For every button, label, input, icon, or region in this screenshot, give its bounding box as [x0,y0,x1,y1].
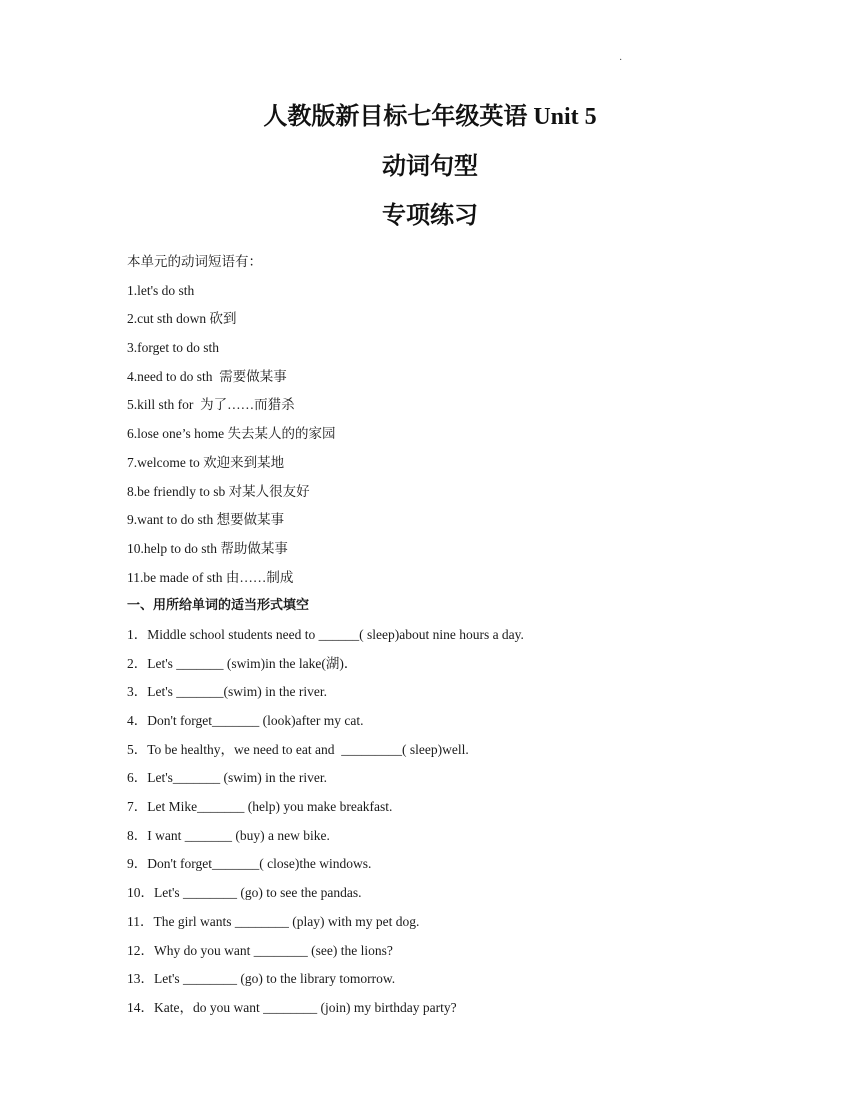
question-item: 7．Let Mike_______ (help) you make breakfast. [127,799,393,815]
question-item: 12．Why do you want ________ (see) the lions? [127,942,393,958]
phrase-item: 6.lose one’s home 失去某人的的家园 [127,426,336,442]
phrase-item: 3.forget to do sth [127,340,219,356]
phrase-list [127,277,827,593]
question-item: 10．Let's ________ (go) to see the pandas. [127,885,362,901]
question-item: 1．Middle school students need to ______( sleep)about nine hours a day. [127,626,524,642]
phrase-item: 5.kill sth for 为了……而猎杀 [127,397,295,413]
question-item: 11．The girl wants ________ (play) with my pet dog. [127,913,420,929]
question-item: 8．I want _______ (buy) a new bike. [127,827,330,843]
phrase-item: 1.let's do sth [127,282,195,298]
question-item: 4．Don't forget_______ (look)after my cat. [127,713,364,728]
question-item: 9．Don't forget_______( close)the windows. [127,856,372,872]
phrase-item: 8.be friendly to sb 对某人很友好 [127,483,310,499]
phrase-item: 7.welcome to 欢迎来到某地 [127,454,285,470]
phrase-item: 10.help to do sth 帮助做某事 [127,540,288,556]
page-title: 人教版新目标七年级英语 Unit 5 [263,104,597,130]
question-item: 13．Let's ________ (go) to the library tomorrow. [127,971,396,987]
page-subtitle: 动词句型 [382,154,478,180]
section-heading: 一、用所给单词的适当形式填空 [127,598,310,614]
phrase-item: 11.be made of sth 由……制成 [127,569,294,585]
phrase-item: 9.want to do sth 想要做某事 [127,512,285,528]
document-body [127,248,827,1023]
question-item: 14．Kate，do you want ________ (join) my birthday party? [127,999,457,1015]
question-item: 6．Let's_______ (swim) in the river. [127,770,328,786]
question-list [127,621,827,1023]
question-item: 3．Let's _______(swim) in the river. [127,684,328,700]
question-item: 2．Let's _______ (swim)in the lake(湖)． [127,655,358,671]
phrase-item: 2.cut sth down 砍到 [127,311,237,327]
page-subtitle-2: 专项练习 [382,203,478,229]
intro-text: 本单元的动词短语有： [127,254,262,269]
question-item: 5．To be healthy，we need to eat and _________( sleep)well. [127,741,469,757]
phrase-item: 4.need to do sth 需要做某事 [127,368,287,384]
header-dot-mark: · [619,55,623,66]
